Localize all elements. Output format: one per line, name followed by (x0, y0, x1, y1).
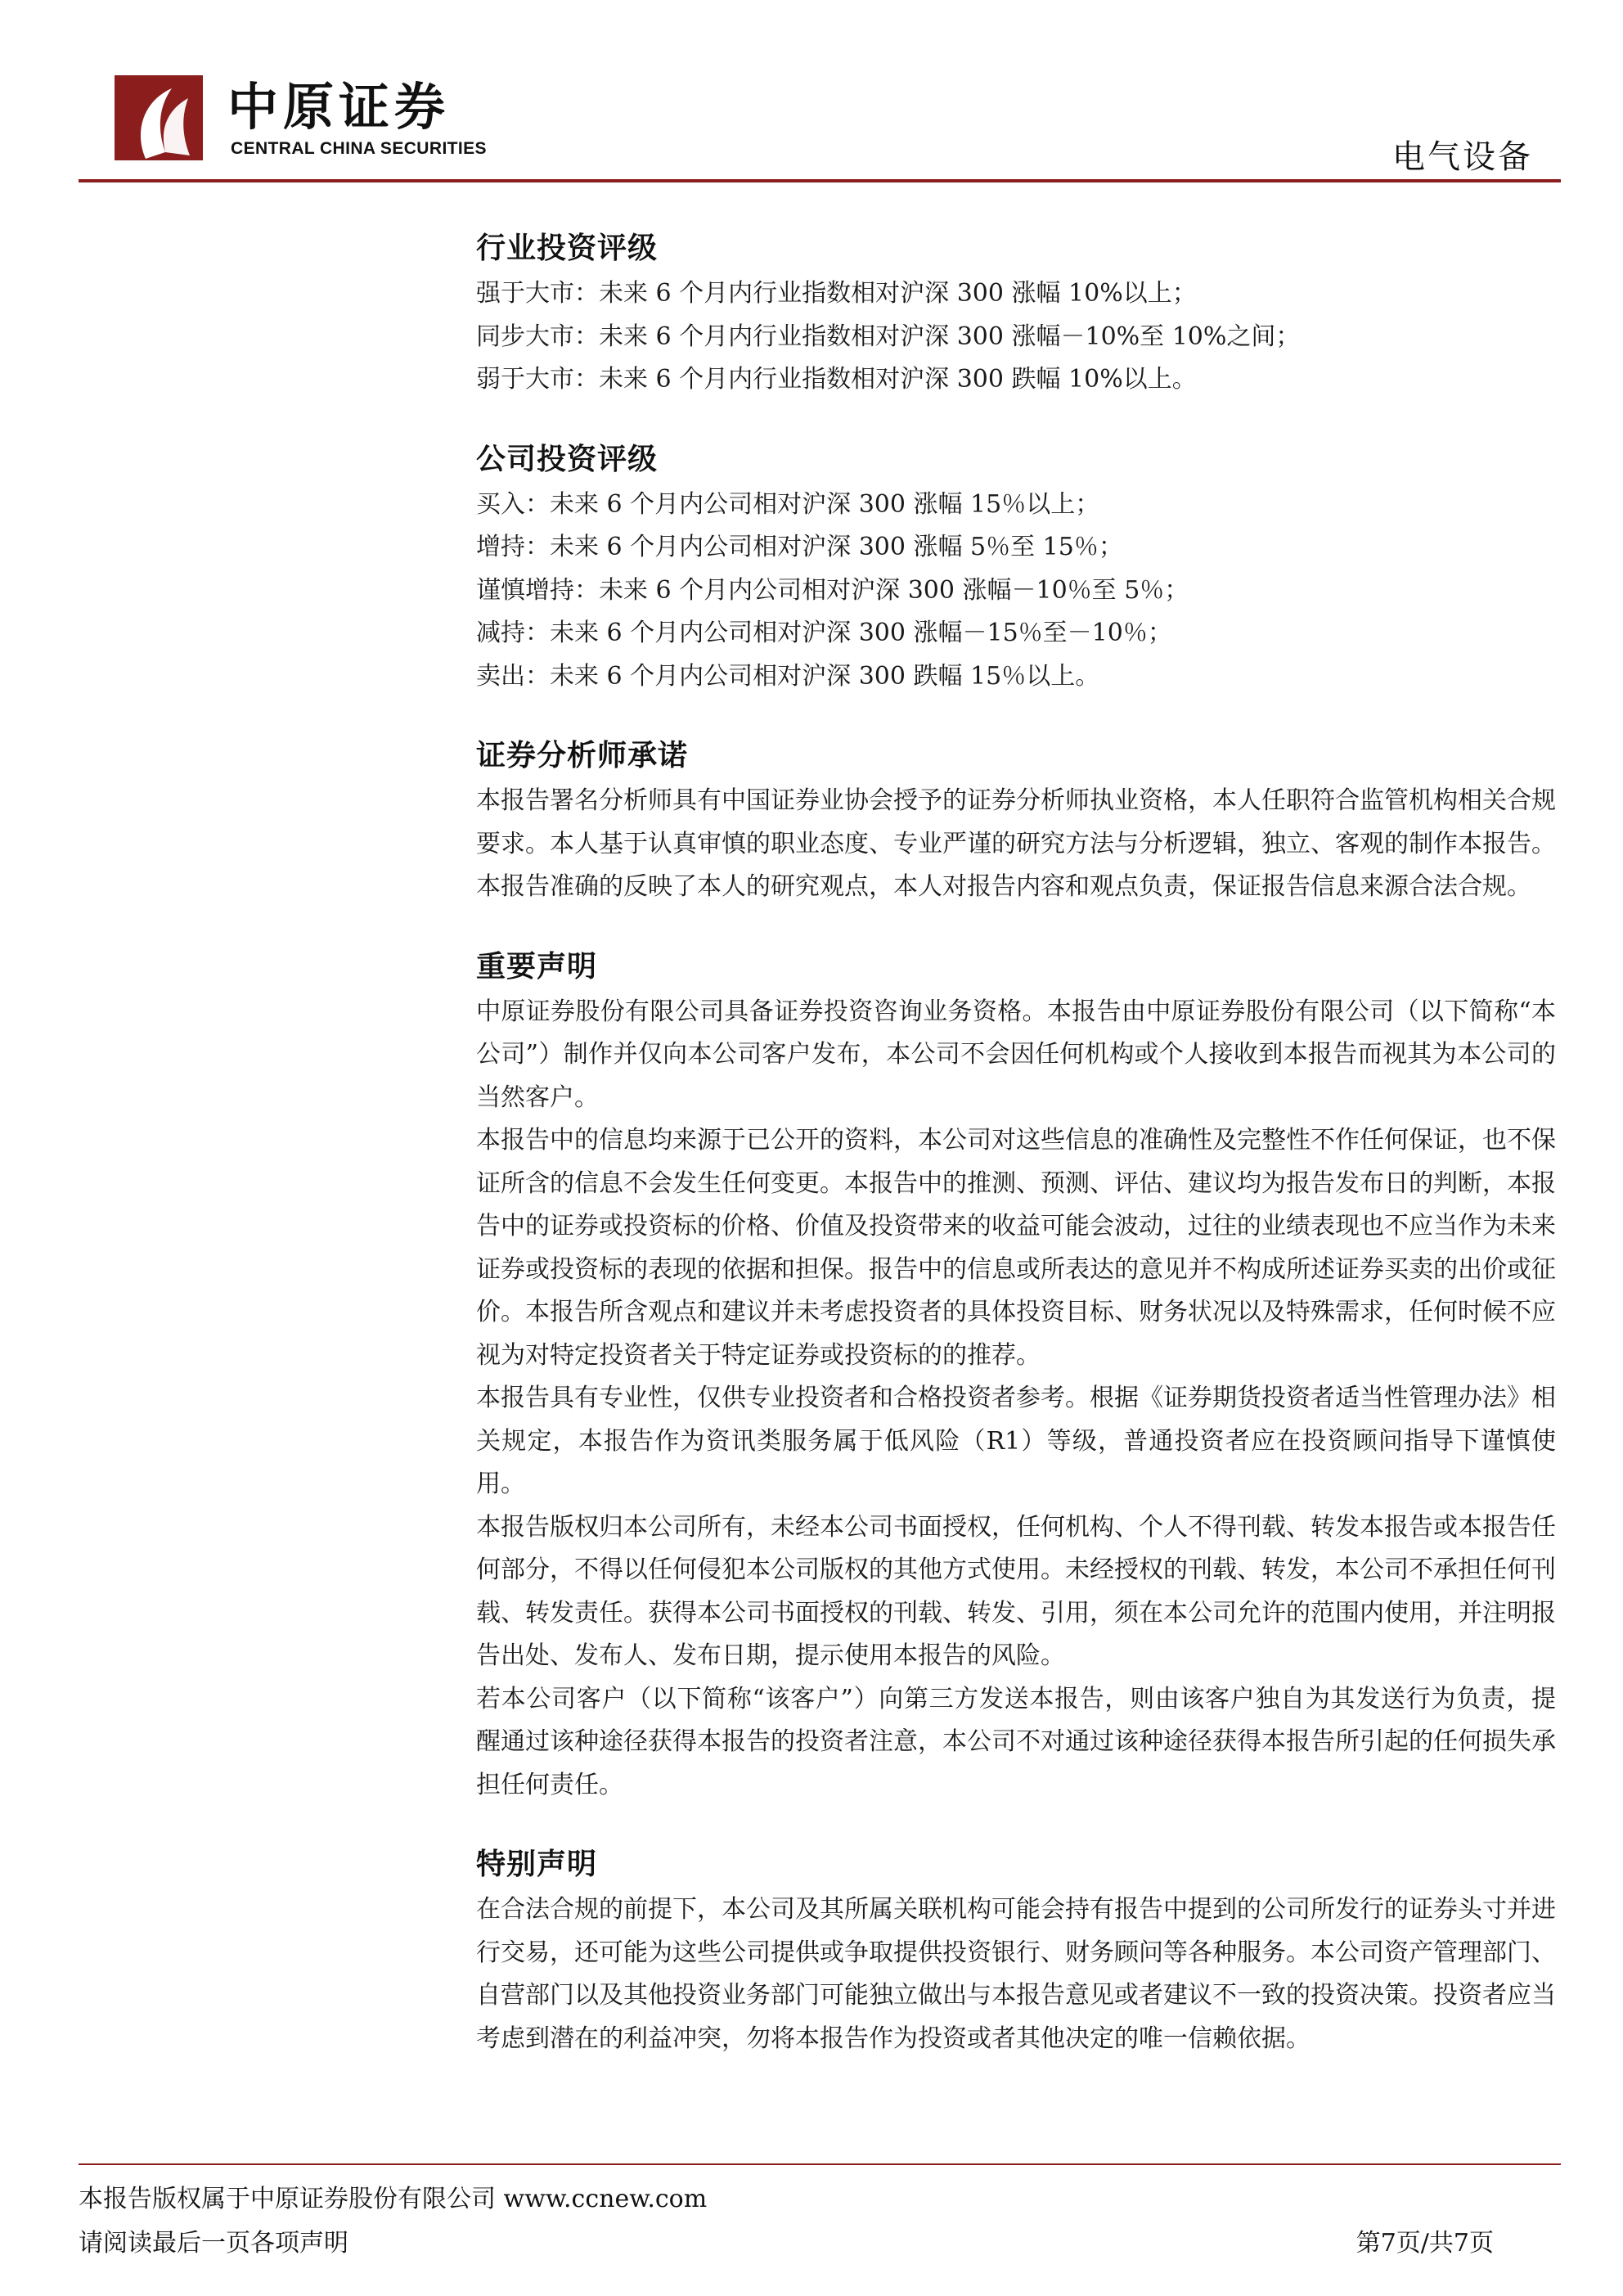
company-logo-icon (113, 74, 205, 162)
industry-rating-section (476, 225, 1556, 402)
section-title: 公司投资评级 (476, 442, 659, 476)
page-header (0, 0, 1623, 188)
section-title: 特别声明 (476, 1848, 598, 1881)
section-gap (476, 1807, 1556, 1841)
company-name-en: CENTRAL CHINA SECURITIES (231, 139, 487, 158)
document-body (476, 225, 1556, 2060)
rating-line: 弱于大市：未来 6 个月内行业指数相对沪深 300 跌幅 10%以上。 (476, 365, 1197, 394)
paragraph: 本报告版权归本公司所有，未经本公司书面授权，任何机构、个人不得刊载、转发本报告或本报告任何部分，不得以任何侵犯本公司版权的其他方式使用。未经授权的刊载、转发，本公司不承担任何刊载、转发责任。获得本公司书面授权的刊载、转发、引用，须在本公司允许的范围内使用，并注明报告出处、发布人、发布日期，提示使用本报告的风险。 (476, 1512, 1556, 1670)
footer-divider (79, 2163, 1561, 2165)
rating-line: 谨慎增持：未来 6 个月内公司相对沪深 300 涨幅－10％至 5％； (476, 575, 1189, 605)
rating-line: 强于大市：未来 6 个月内行业指数相对沪深 300 涨幅 10%以上； (476, 279, 1197, 308)
rating-line: 增持：未来 6 个月内公司相对沪深 300 涨幅 5％至 15％； (476, 533, 1123, 561)
paragraph: 在合法合规的前提下，本公司及其所属关联机构可能会持有报告中提到的公司所发行的证券头寸并进行交易，还可能为这些公司提供或争取提供投资银行、财务顾问等各种服务。本公司资产管理部门、自营部门以及其他投资业务部门可能独立做出与本报告意见或者建议不一致的投资决策。投资者应当考虑到潜在的利益冲突，勿将本报告作为投资或者其他决定的唯一信赖依据。 (476, 1895, 1556, 2053)
company-rating-section (476, 436, 1556, 699)
section-title: 行业投资评级 (476, 232, 659, 265)
special-notice-section (476, 1841, 1556, 2060)
rating-line: 减持：未来 6 个月内公司相对沪深 300 涨幅－15％至－10％； (476, 619, 1172, 647)
paragraph: 本报告具有专业性，仅供专业投资者和合格投资者参考。根据《证券期货投资者适当性管理办法》相关规定，本报告作为资讯类服务属于低风险（R1）等级，普通投资者应在投资顾问指导下谨慎使用。 (476, 1384, 1556, 1498)
paragraph: 中原证券股份有限公司具备证券投资咨询业务资格。本报告由中原证券股份有限公司（以下简称“本公司”）制作并仅向本公司客户发布，本公司不会因任何机构或个人接收到本报告而视其为本公司的当然客户。 (476, 997, 1556, 1112)
analyst-commitment-section (476, 732, 1556, 909)
paragraph: 本报告署名分析师具有中国证券业协会授予的证券分析师执业资格，本人任职符合监管机构相关合规要求。本人基于认真审慎的职业态度、专业严谨的研究方法与分析逻辑，独立、客观的制作本报告。本报告准确的反映了本人的研究观点，本人对报告内容和观点负责，保证报告信息来源合法合规。 (476, 786, 1556, 901)
page-number: 第7页/共7页 (1355, 2229, 1494, 2258)
section-gap (476, 698, 1556, 732)
rating-line: 买入：未来 6 个月内公司相对沪深 300 涨幅 15％以上； (476, 489, 1100, 519)
footer-disclaimer-note: 请阅读最后一页各项声明 (79, 2229, 348, 2258)
header-divider (79, 179, 1561, 182)
section-title: 重要声明 (476, 949, 598, 984)
paragraph: 本报告中的信息均来源于已公开的资料，本公司对这些信息的准确性及完整性不作任何保证，也不保证所含的信息不会发生任何变更。本报告中的推测、预测、评估、建议均为报告发布日的判断，本报告中的证券或投资标的价格、价值及投资带来的收益可能会波动，过往的业绩表现也不应当作为未来证券或投资标的表现的依据和担保。报告中的信息或所表达的意见并不构成所述证券买卖的出价或征价。本报告所含观点和建议并未考虑投资者的具体投资目标、财务状况以及特殊需求，任何时候不应视为对特定投资者关于特定证券或投资标的的推荐。 (476, 1126, 1556, 1370)
section-title: 证券分析师承诺 (476, 739, 689, 772)
sector-label: 电气设备 (1392, 138, 1533, 176)
rating-line: 同步大市：未来 6 个月内行业指数相对沪深 300 涨幅－10%至 10%之间； (476, 322, 1301, 351)
company-name-cn: 中原证券 (227, 77, 451, 137)
section-gap (476, 909, 1556, 943)
important-notice-section (476, 943, 1556, 1808)
footer-copyright: 本报告版权属于中原证券股份有限公司 www.ccnew.com (79, 2185, 708, 2213)
rating-line: 卖出：未来 6 个月内公司相对沪深 300 跌幅 15％以上。 (476, 661, 1100, 691)
paragraph: 若本公司客户（以下简称“该客户”）向第三方发送本报告，则由该客户独自为其发送行为负责，提醒通过该种途径获得本报告的投资者注意，本公司不对通过该种途径获得本报告所引起的任何损失承担任何责任。 (476, 1684, 1556, 1799)
section-gap (476, 402, 1556, 436)
